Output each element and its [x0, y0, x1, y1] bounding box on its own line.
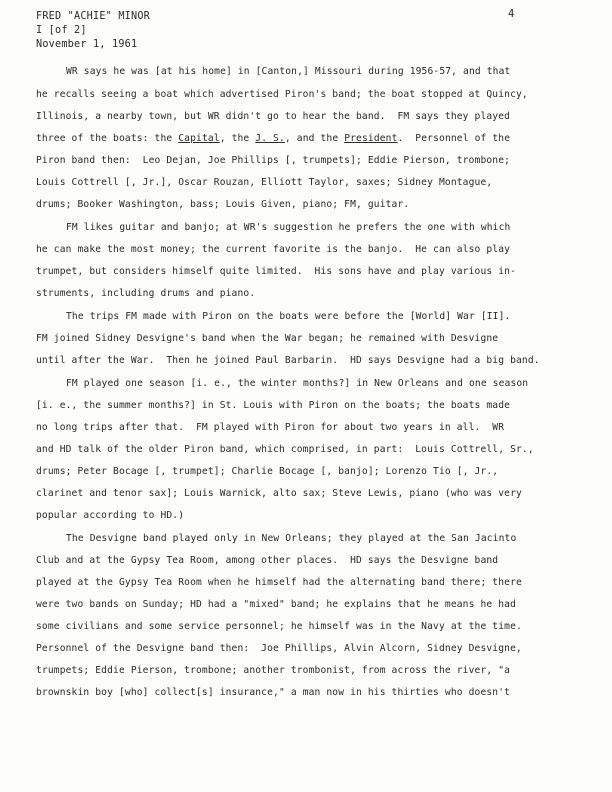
line-text: , the — [219, 133, 256, 144]
transcript-line — [36, 555, 498, 566]
line-text: Louis Cottrell [, Jr.], Oscar Rouzan, Elliott Taylor, saxes; Sidney Montague, — [36, 177, 493, 188]
line-text: he can make the most money; the current favorite is the banjo. He can also play — [36, 244, 511, 255]
line-text: brownskin boy [who] collect[s] insurance," a man now in his thirties who doesn't — [36, 687, 511, 698]
line-text: trumpets; Eddie Pierson, trombone; another trombonist, from across the river, "a — [36, 665, 511, 676]
transcript-line — [36, 510, 184, 521]
interview-date: November 1, 1961 — [36, 39, 138, 50]
line-text: some civilians and some service personnel; he himself was in the Navy at the time. — [36, 621, 522, 632]
line-text: played at the Gypsy Tea Room when he himself had the alternating band there; there — [36, 577, 522, 588]
line-text: until after the War. Then he joined Paul Barbarin. HD says Desvigne had a big band. — [36, 355, 540, 366]
transcript-line — [66, 533, 516, 544]
line-text: WR says he was [at his home] in [Canton,] Missouri during 1956-57, and that — [66, 66, 511, 77]
line-text: Club and at the Gypsy Tea Room, among other places. HD says the Desvigne band — [36, 555, 499, 566]
underlined-boat-name: Capital — [178, 133, 220, 144]
line-text: The Desvigne band played only in New Orleans; they played at the San Jacinto — [66, 533, 517, 544]
transcript-line — [36, 599, 516, 610]
transcript-line — [36, 288, 255, 299]
line-text: Piron band then: Leo Dejan, Joe Phillips [, trumpets]; Eddie Pierson, trombone; — [36, 155, 511, 166]
line-text: The trips FM made with Piron on the boats were before the [World] War [II]. — [66, 311, 511, 322]
interview-subject: FRED "ACHIE" MINOR — [36, 11, 151, 22]
line-text: no long trips after that. FM played with Piron for about two years in all. WR — [36, 422, 505, 433]
transcript-line — [36, 643, 522, 654]
transcript-line — [66, 311, 510, 322]
transcript-line — [36, 422, 504, 433]
line-text: three of the boats: the — [36, 133, 179, 144]
line-text: struments, including drums and piano. — [36, 288, 256, 299]
transcript-line — [36, 266, 516, 277]
transcript-line — [36, 687, 510, 698]
transcript-line — [66, 378, 528, 389]
line-text: were two bands on Sunday; HD had a "mixed" band; he explains that he means he had — [36, 599, 516, 610]
line-text: [i. e., the summer months?] in St. Louis with Piron on the boats; the boats made — [36, 400, 511, 411]
transcript-line — [66, 66, 510, 77]
transcript-line — [36, 199, 409, 210]
line-text: Illinois, a nearby town, but WR didn't go to hear the band. FM says they played — [36, 111, 511, 122]
transcript-line — [36, 665, 510, 676]
transcript-line — [36, 488, 522, 499]
transcript-line — [36, 133, 510, 144]
line-text: he recalls seeing a boat which advertised Piron's band; the boat stopped at Quincy, — [36, 89, 528, 100]
transcript-line — [36, 621, 522, 632]
transcript-line — [36, 111, 510, 122]
line-text: drums; Peter Bocage [, trumpet]; Charlie Bocage [, banjo]; Lorenzo Tio [, Jr., — [36, 466, 499, 477]
transcript-line — [36, 400, 510, 411]
transcript-line — [36, 244, 510, 255]
underlined-boat-name: J. S. — [255, 133, 285, 144]
document-header — [36, 10, 150, 52]
line-text: trumpet, but considers himself quite limited. His sons have and play various in- — [36, 266, 516, 277]
line-text: , and the — [284, 133, 345, 144]
transcript-line — [36, 333, 498, 344]
transcript-line — [36, 155, 510, 166]
line-text: . Personnel of the — [397, 133, 511, 144]
line-text: drums; Booker Washington, bass; Louis Given, piano; FM, guitar. — [36, 199, 410, 210]
transcript-line — [36, 177, 492, 188]
line-text: Personnel of the Desvigne band then: Joe Phillips, Alvin Alcorn, Sidney Desvigne, — [36, 643, 522, 654]
line-text: and HD talk of the older Piron band, which comprised, in part: Louis Cottrell, Sr., — [36, 444, 534, 455]
transcript-line — [36, 466, 498, 477]
line-text: FM played one season [i. e., the winter months?] in New Orleans and one season — [66, 378, 529, 389]
line-text: clarinet and tenor sax]; Louis Warnick, alto sax; Steve Lewis, piano (who was very — [36, 488, 522, 499]
line-text: popular according to HD.) — [36, 510, 185, 521]
page-number: 4 — [508, 8, 515, 20]
line-text: FM likes guitar and banjo; at WR's suggestion he prefers the one with which — [66, 222, 511, 233]
transcript-line — [36, 444, 534, 455]
transcript-line — [36, 355, 540, 366]
underlined-boat-name: President — [344, 133, 398, 144]
line-text: FM joined Sidney Desvigne's band when the War began; he remained with Desvigne — [36, 333, 499, 344]
transcript-line — [36, 89, 528, 100]
transcript-line — [36, 577, 522, 588]
transcript-line — [66, 222, 510, 233]
reel-label: I [of 2] — [36, 25, 87, 36]
